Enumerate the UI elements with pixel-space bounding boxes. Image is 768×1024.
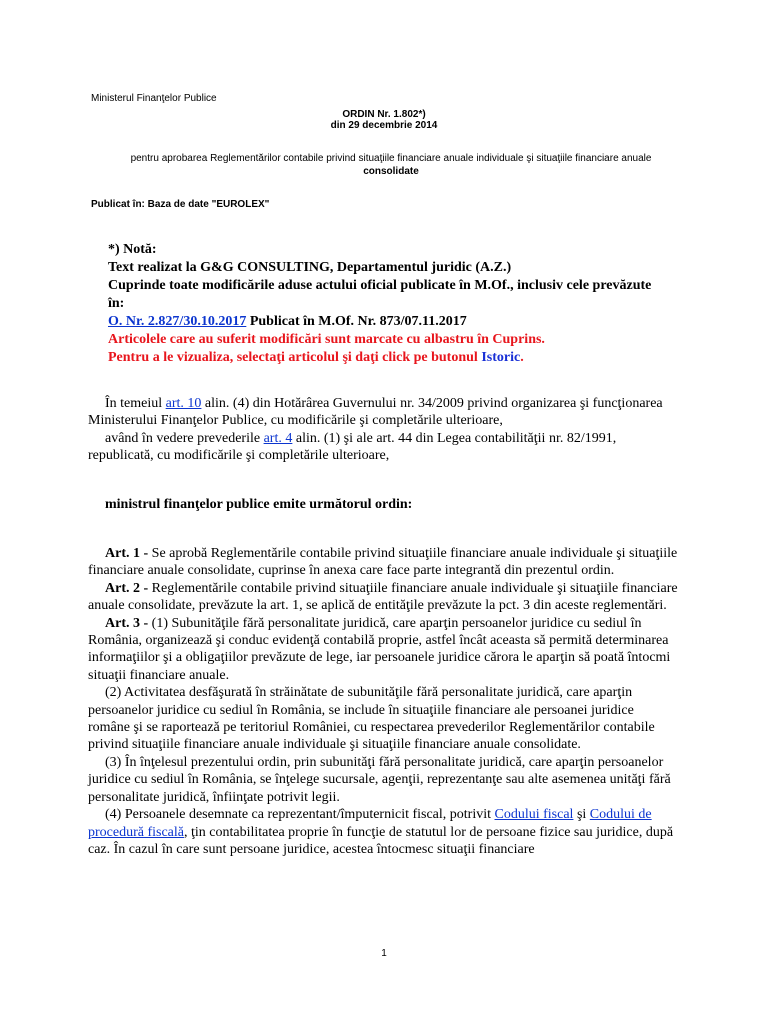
article-3-p4-text: , ţin contabilitatea proprie în funcţie de statutul lor de persoane fizice sau juridice, după caz. În cazul în care sunt persoane juridice, acestea întocmesc situaţii financiare (88, 824, 674, 857)
editorial-note (108, 241, 668, 367)
article-2-label: Art. 2 - (105, 580, 152, 596)
preamble-text: În temeiul (105, 396, 166, 411)
istoric-button-label[interactable]: Istoric (481, 350, 521, 365)
note-period: . (520, 350, 524, 365)
article-3-paragraph-2: (2) Activitatea desfăşurată în străinătate de subunităţile fără personalitate juridică, care aparţin persoanelor juridice cu sediul în România, se include în situaţiile financiare ale persoanei juridice române şi se raportează pe teritoriul României, cu respectarea prevederilor Reglementărilor contabile privind situaţiile financiare anuale individuale şi situaţiile financiare anuale consolidate. (88, 685, 655, 753)
published-in: Publicat în: Baza de date "EUROLEX" (91, 199, 270, 210)
article-3-text: (1) Subunităţile fără personalitate juridică, care aparţin persoanelor juridice cu sediul în România, organizează şi conduc evidenţă contabilă proprie, astfel încât aceasta să permită determinarea informaţiilor şi a obligaţiilor prevăzute de lege, iar persoanele juridice cărora le aparţin să poată întocmi situaţii financiare anuale. (88, 615, 671, 683)
preamble (88, 395, 678, 465)
preamble-paragraph-1 (88, 395, 678, 430)
note-red-line-2: Pentru a le vizualiza, selectaţi articolul şi daţi click pe butonul (108, 350, 482, 365)
order-title: ORDIN Nr. 1.802*) (342, 109, 426, 120)
preamble-paragraph-2 (88, 430, 678, 465)
preamble-text: având în vedere prevederile (105, 430, 264, 446)
order-reference-link[interactable]: O. Nr. 2.827/30.10.2017 (108, 314, 247, 329)
preamble-text: alin. (1) şi ale art. 44 din Legea contabilităţii nr. 82/1991, republicată, cu modificările şi completările ulterioare, (88, 430, 617, 464)
preamble-text: alin. (4) din Hotărârea Guvernului nr. 34/2009 privind organizarea şi funcţionarea Ministerului Finanţelor Publice, cu modificările şi completările ulterioare, (88, 396, 663, 429)
article-3-label: Art. 3 - (105, 615, 152, 631)
article-2-text: Reglementările contabile privind situaţiile financiare anuale individuale şi situaţiile financiare anuale consolidate, prevăzute la art. 1, se aplică de entităţile prevăzute la pct. 3 din aceste reglementări. (88, 580, 678, 614)
article-3-paragraph-4 (88, 806, 678, 858)
article-3-paragraph-1 (88, 615, 678, 685)
article-1-label: Art. 1 - (105, 546, 152, 561)
articles (88, 545, 678, 858)
article-3-paragraph-3: (3) În înţelesul prezentului ordin, prin subunităţi fără personalitate juridică, care aparţin persoanelor juridice cu sediul în România, se înţelege sucursale, agenţii, reprezentanţe sau alte asemenea unităţi fără personalitate juridică, înfiinţate potrivit legii. (88, 754, 671, 805)
note-red-line-1: Articolele care au suferit modificări sunt marcate cu albastru în Cuprins. (108, 332, 545, 347)
article-1 (88, 545, 678, 580)
ministry-name: Ministerul Finanţelor Publice (91, 93, 217, 104)
art-4-link[interactable]: art. 4 (263, 430, 293, 446)
purpose-line-1: pentru aprobarea Reglementărilor contabile privind situaţiile financiare anuale individuale şi situaţiile financiare anuale (130, 153, 652, 164)
page-number: 1 (381, 948, 387, 959)
note-reference (108, 313, 668, 331)
note-label: *) Notă: (108, 242, 157, 257)
fiscal-procedure-code-link[interactable]: Codului de procedură fiscală (88, 807, 652, 840)
note-line-1: Text realizat la G&G CONSULTING, Departamentul juridic (A.Z.) (108, 260, 512, 275)
art-10-link[interactable]: art. 10 (165, 396, 202, 411)
order-purpose (96, 152, 686, 178)
order-date: din 29 decembrie 2014 (330, 120, 438, 131)
note-line-2: Cuprinde toate modificările aduse actului oficial publicate în M.Of., inclusiv cele prevăzute în: (108, 278, 652, 311)
declaration: ministrul finanţelor publice emite următorul ordin: (105, 497, 413, 512)
article-3-p4-text: şi (573, 807, 590, 823)
fiscal-code-link[interactable]: Codului fiscal (494, 807, 574, 823)
note-reference-rest: Publicat în M.Of. Nr. 873/07.11.2017 (246, 314, 467, 329)
article-2 (88, 580, 678, 615)
purpose-line-2: consolidate (363, 166, 419, 177)
article-3-p4-text: (4) Persoanele desemnate ca reprezentant/împuternicit fiscal, potrivit (105, 807, 495, 823)
article-1-text: Se aprobă Reglementările contabile privind situaţiile financiare anuale individuale şi situaţiile financiare anuale consolidate, cuprinse în anexa care face parte integrantă din prezentul ordin. (88, 546, 678, 579)
note-red-line-2-wrap (108, 349, 668, 367)
